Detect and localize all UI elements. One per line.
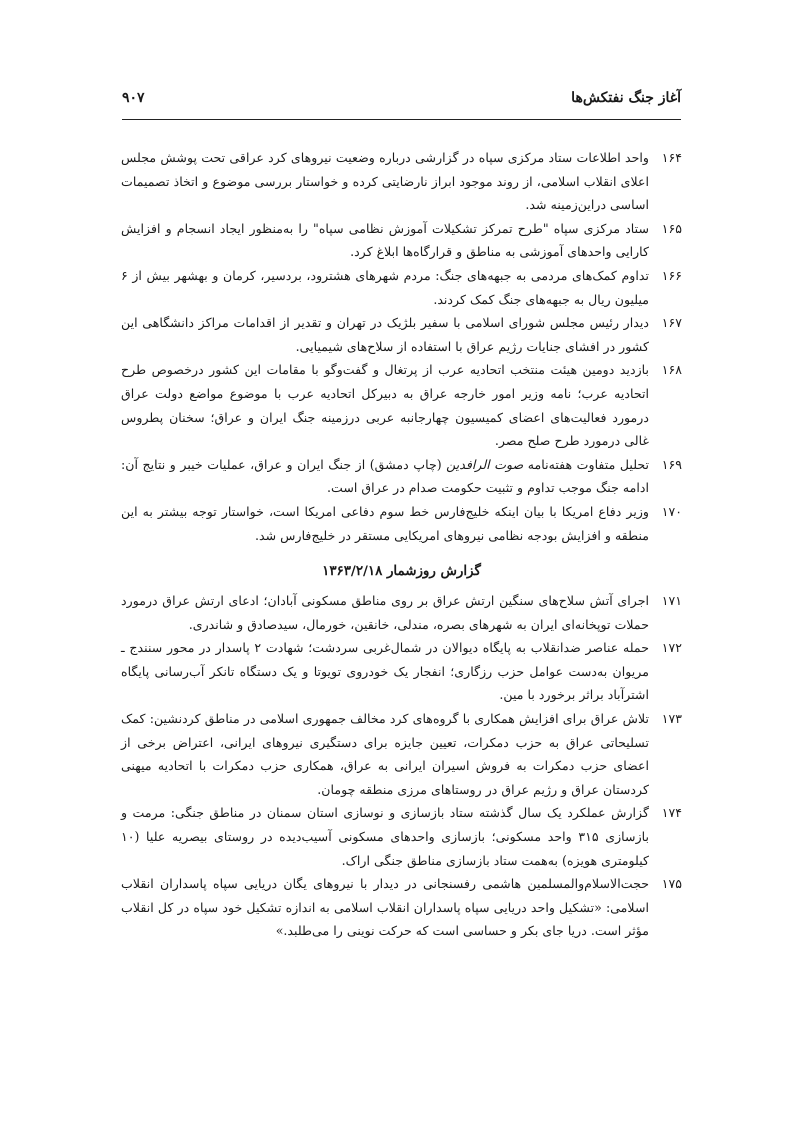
entry-number: ۱۷۳ — [661, 711, 682, 727]
chronology-entry — [121, 453, 682, 500]
header-rule — [122, 119, 681, 120]
entry-number: ۱۶۵ — [661, 220, 682, 236]
entry-text: واحد اطلاعات ستاد مرکزی سپاه در گزارشی درباره وضعیت نیروهای کرد عراقی تحت پوشش مجلس اعلای انقلاب اسلامی، از روند موجود ابراز نارضایتی کرده و خواستار بررسی موضوع و اتخاذ تصمیمات اساسی دراین‌زمینه شد. — [121, 150, 649, 213]
entry-number: ۱۶۷ — [661, 315, 682, 331]
entry-number: ۱۶۹ — [661, 456, 682, 472]
entry-number: ۱۷۰ — [661, 503, 682, 519]
entry-number: ۱۶۸ — [661, 362, 682, 378]
entry-number: ۱۷۱ — [661, 593, 682, 609]
chronology-entry — [121, 589, 682, 636]
entry-text: ستاد مرکزی سپاه "طرح تمرکز تشکیلات آموزش نظامی سپاه" را به‌منظور ایجاد انسجام و افزایش کارایی واحدهای آموزشی به مناطق و قرارگاه‌ها ابلاغ کرد. — [121, 220, 649, 260]
chronology-entry — [121, 358, 682, 452]
chronology-entry — [121, 636, 682, 707]
entry-text: گزارش عملکرد یک سال گذشته ستاد بازسازی و نوسازی استان سمنان در مناطق جنگی: مرمت و بازسازی ۳۱۵ واحد مسکونی؛ بازسازی واحدهای مسکونی آسیب‌دیده در روستای بیصریه علیا (۱۰ کیلومتری هویزه) به‌همت ستاد بازسازی مناطق جنگی اراک. — [121, 805, 649, 868]
entry-text-after: (چاپ دمشق) از جنگ ایران و عراق، عملیات خیبر و نتایج آن: ادامه جنگ موجب تداوم و تثبیت حکومت صدام در عراق است. — [121, 456, 649, 496]
entry-text-before: تحلیل متفاوت هفته‌نامه — [523, 456, 649, 472]
chapter-title: آغاز جنگ نفتکش‌ها — [571, 90, 681, 106]
chronology-entry — [121, 311, 682, 358]
entry-text: وزیر دفاع امریکا با بیان اینکه خلیج‌فارس خط سوم دفاعی امریکا است، خواستار توجه بیشتر به این منطقه و افزایش بودجه نظامی نیروهای امریکایی مستقر در خلیج‌فارس شد. — [121, 503, 649, 543]
chronology-entry — [121, 872, 682, 943]
entry-number: ۱۶۴ — [661, 150, 682, 165]
chronology-entry — [121, 500, 682, 547]
entry-text: دیدار رئیس مجلس شورای اسلامی با سفیر بلژیک در تهران و تقدیر از اقدامات مراکز دانشگاهی این کشور در افشای جنایات رژیم عراق با استفاده از سلاح‌های شیمیایی. — [121, 315, 649, 354]
running-header — [122, 90, 681, 112]
entry-text: تداوم کمک‌های مردمی به جبهه‌های جنگ: مردم شهرهای هشترود، بردسیر، کرمان و بهشهر بیش از ۶ میلیون ریال به جبهه‌های جنگ کمک کردند. — [121, 267, 649, 307]
chronology-content — [121, 146, 682, 943]
entry-number: ۱۶۶ — [661, 267, 682, 283]
chronology-entry — [121, 264, 682, 311]
entry-text: تلاش عراق برای افزایش همکاری با گروه‌های کرد مخالف جمهوری اسلامی در مناطق کردنشین: کمک تسلیحاتی عراق به حزب دمکرات، تعیین جایزه برای دستگیری نیروهای ایرانی، اعتراض برخی از اعضای حزب دمکرات به فروش اسیران ایرانی به عراق، همکاری حزب دمکرات با اتحادیه میهنی کردستان عراق و رژیم عراق در روستاهای مرزی منطقه چومان. — [121, 711, 649, 797]
chronology-entry — [121, 146, 682, 217]
chronology-entry — [121, 801, 682, 872]
chronology-entry — [121, 707, 682, 801]
magazine-title: صوت الرافدین — [446, 456, 524, 472]
chronology-entry — [121, 217, 682, 264]
entry-text: حجت‌الاسلام‌والمسلمین هاشمی رفسنجانی در دیدار با نیروهای یگان دریایی سپاه پاسداران انقلاب اسلامی: «تشکیل واحد دریایی سپاه پاسداران انقلاب اسلامی به اندازه تشکیل خود سپاه در کل انقلاب مؤثر است. دریا جای بکر و حساسی است که حرکت نوینی را می‌طلبد.» — [121, 876, 649, 939]
page-number: ۹۰۷ — [122, 90, 145, 106]
entry-text: بازدید دومین هیئت منتخب اتحادیه عرب از پرتغال و گفت‌وگو با مقامات این کشور درخصوص طرح اتحادیه عرب؛ نامه وزیر امور خارجه عراق به دبیرکل اتحادیه عرب با موضوع مواضع دولت عراق درمورد فعالیت‌های اعضای کمیسیون چهارجانبه عربی درزمینه جنگ ایران و عراق؛ سخنان پطروس غالی درمورد طرح صلح مصر. — [121, 362, 649, 449]
entry-number: ۱۷۴ — [661, 805, 682, 821]
entry-text: اجرای آتش سلاح‌های سنگین ارتش عراق بر روی مناطق مسکونی آبادان؛ ادعای ارتش عراق درمورد حملات توپخانه‌ای ایران به شهرهای بصره، مندلی، خانقین، خورمال، سیدصادق و شاندری. — [121, 593, 649, 632]
entry-number: ۱۷۲ — [661, 640, 682, 656]
entry-number: ۱۷۵ — [661, 876, 682, 892]
entry-text: حمله عناصر ضدانقلاب به پایگاه دیوالان در شمال‌غربی سردشت؛ شهادت ۲ پاسدار در محور سنندج ـ مریوان به‌دست عوامل حزب رزگاری؛ انفجار یک خودروی تویوتا و یک دستگاه تانکر آب‌رسانی پایگاه اشترآباد براثر برخورد با مین. — [121, 640, 649, 703]
section-heading: گزارش روزشمار ۱۳۶۳/۲/۱۸ — [322, 563, 481, 580]
